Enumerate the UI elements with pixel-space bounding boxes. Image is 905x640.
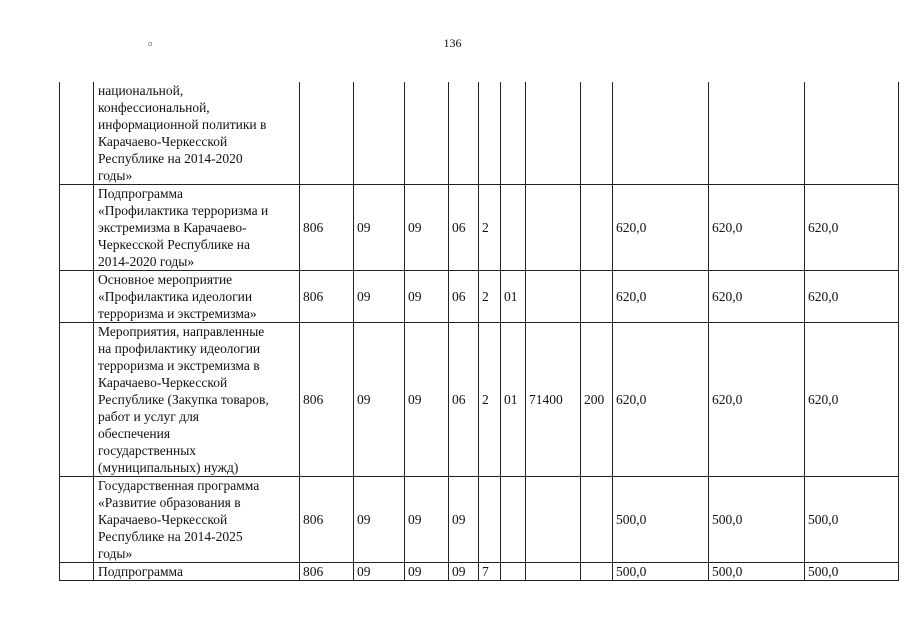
- row-name-cell: Государственная программа «Развитие образования в Карачаево-Черкесской Республике на 2014-2025 годы»: [94, 477, 300, 563]
- row-index-cell: [60, 563, 94, 581]
- section-cell: 09: [354, 477, 405, 563]
- sum-year3-cell: 620,0: [805, 323, 899, 477]
- subsection-cell: 09: [405, 185, 449, 271]
- table-row: [60, 323, 899, 477]
- target-article-part2-cell: 2: [479, 185, 501, 271]
- target-article-part3-cell: 01: [501, 323, 526, 477]
- sum-year1-cell: 620,0: [613, 185, 709, 271]
- page-number: 136: [443, 36, 462, 50]
- target-article-part4-cell: 71400: [526, 323, 581, 477]
- target-article-part3-cell: [501, 185, 526, 271]
- subsection-cell: [405, 82, 449, 185]
- target-article-part3-cell: [501, 563, 526, 581]
- sum-year2-cell: 620,0: [709, 185, 805, 271]
- row-name-cell: Подпрограмма: [94, 563, 300, 581]
- subsection-cell: 09: [405, 563, 449, 581]
- target-article-part1-cell: [449, 82, 479, 185]
- sum-year2-cell: [709, 82, 805, 185]
- row-name-cell: Основное мероприятие «Профилактика идеологии терроризма и экстремизма»: [94, 271, 300, 323]
- sum-year3-cell: 500,0: [805, 477, 899, 563]
- sum-year3-cell: [805, 82, 899, 185]
- section-cell: 09: [354, 271, 405, 323]
- target-article-part3-cell: [501, 477, 526, 563]
- table-row: [60, 563, 899, 581]
- gr-code-cell: 806: [300, 563, 354, 581]
- subsection-cell: 09: [405, 271, 449, 323]
- scan-mark: 𝛼: [148, 40, 153, 48]
- target-article-part3-cell: [501, 82, 526, 185]
- sum-year3-cell: 500,0: [805, 563, 899, 581]
- section-cell: 09: [354, 563, 405, 581]
- table-row: [60, 82, 899, 185]
- sum-year2-cell: 500,0: [709, 563, 805, 581]
- gr-code-cell: 806: [300, 323, 354, 477]
- section-cell: 09: [354, 323, 405, 477]
- row-index-cell: [60, 477, 94, 563]
- row-name-cell: национальной, конфессиональной, информационной политики в Карачаево-Черкесской Республике на 2014-2020 годы»: [94, 82, 300, 185]
- sum-year2-cell: 620,0: [709, 323, 805, 477]
- row-index-cell: [60, 185, 94, 271]
- target-article-part1-cell: 09: [449, 563, 479, 581]
- target-article-part4-cell: [526, 271, 581, 323]
- target-article-part2-cell: 2: [479, 323, 501, 477]
- target-article-part4-cell: [526, 477, 581, 563]
- budget-table: [59, 82, 899, 581]
- sum-year1-cell: [613, 82, 709, 185]
- expense-type-cell: [581, 271, 613, 323]
- target-article-part3-cell: 01: [501, 271, 526, 323]
- target-article-part2-cell: [479, 477, 501, 563]
- subsection-cell: 09: [405, 323, 449, 477]
- sum-year2-cell: 500,0: [709, 477, 805, 563]
- sum-year1-cell: 500,0: [613, 563, 709, 581]
- row-index-cell: [60, 271, 94, 323]
- sum-year1-cell: 620,0: [613, 271, 709, 323]
- table-body: [60, 82, 899, 581]
- target-article-part1-cell: 09: [449, 477, 479, 563]
- target-article-part4-cell: [526, 563, 581, 581]
- expense-type-cell: [581, 185, 613, 271]
- table-row: [60, 185, 899, 271]
- sum-year1-cell: 620,0: [613, 323, 709, 477]
- section-cell: 09: [354, 185, 405, 271]
- gr-code-cell: 806: [300, 477, 354, 563]
- expense-type-cell: [581, 82, 613, 185]
- row-name-cell: Мероприятия, направленные на профилактику идеологии терроризма и экстремизма в Карачаево-Черкесской Республике (Закупка товаров, работ и услуг для обеспечения государственных (муниципальных) нужд): [94, 323, 300, 477]
- sum-year1-cell: 500,0: [613, 477, 709, 563]
- sum-year3-cell: 620,0: [805, 185, 899, 271]
- target-article-part1-cell: 06: [449, 271, 479, 323]
- table-row: [60, 477, 899, 563]
- sum-year2-cell: 620,0: [709, 271, 805, 323]
- row-index-cell: [60, 323, 94, 477]
- gr-code-cell: [300, 82, 354, 185]
- target-article-part2-cell: 2: [479, 271, 501, 323]
- subsection-cell: 09: [405, 477, 449, 563]
- target-article-part1-cell: 06: [449, 185, 479, 271]
- sum-year3-cell: 620,0: [805, 271, 899, 323]
- target-article-part4-cell: [526, 82, 581, 185]
- target-article-part2-cell: 7: [479, 563, 501, 581]
- target-article-part2-cell: [479, 82, 501, 185]
- target-article-part1-cell: 06: [449, 323, 479, 477]
- row-index-cell: [60, 82, 94, 185]
- target-article-part4-cell: [526, 185, 581, 271]
- row-name-cell: Подпрограмма «Профилактика терроризма и экстремизма в Карачаево- Черкесской Республике на 2014-2020 годы»: [94, 185, 300, 271]
- section-cell: [354, 82, 405, 185]
- gr-code-cell: 806: [300, 271, 354, 323]
- gr-code-cell: 806: [300, 185, 354, 271]
- table-row: [60, 271, 899, 323]
- expense-type-cell: 200: [581, 323, 613, 477]
- expense-type-cell: [581, 563, 613, 581]
- expense-type-cell: [581, 477, 613, 563]
